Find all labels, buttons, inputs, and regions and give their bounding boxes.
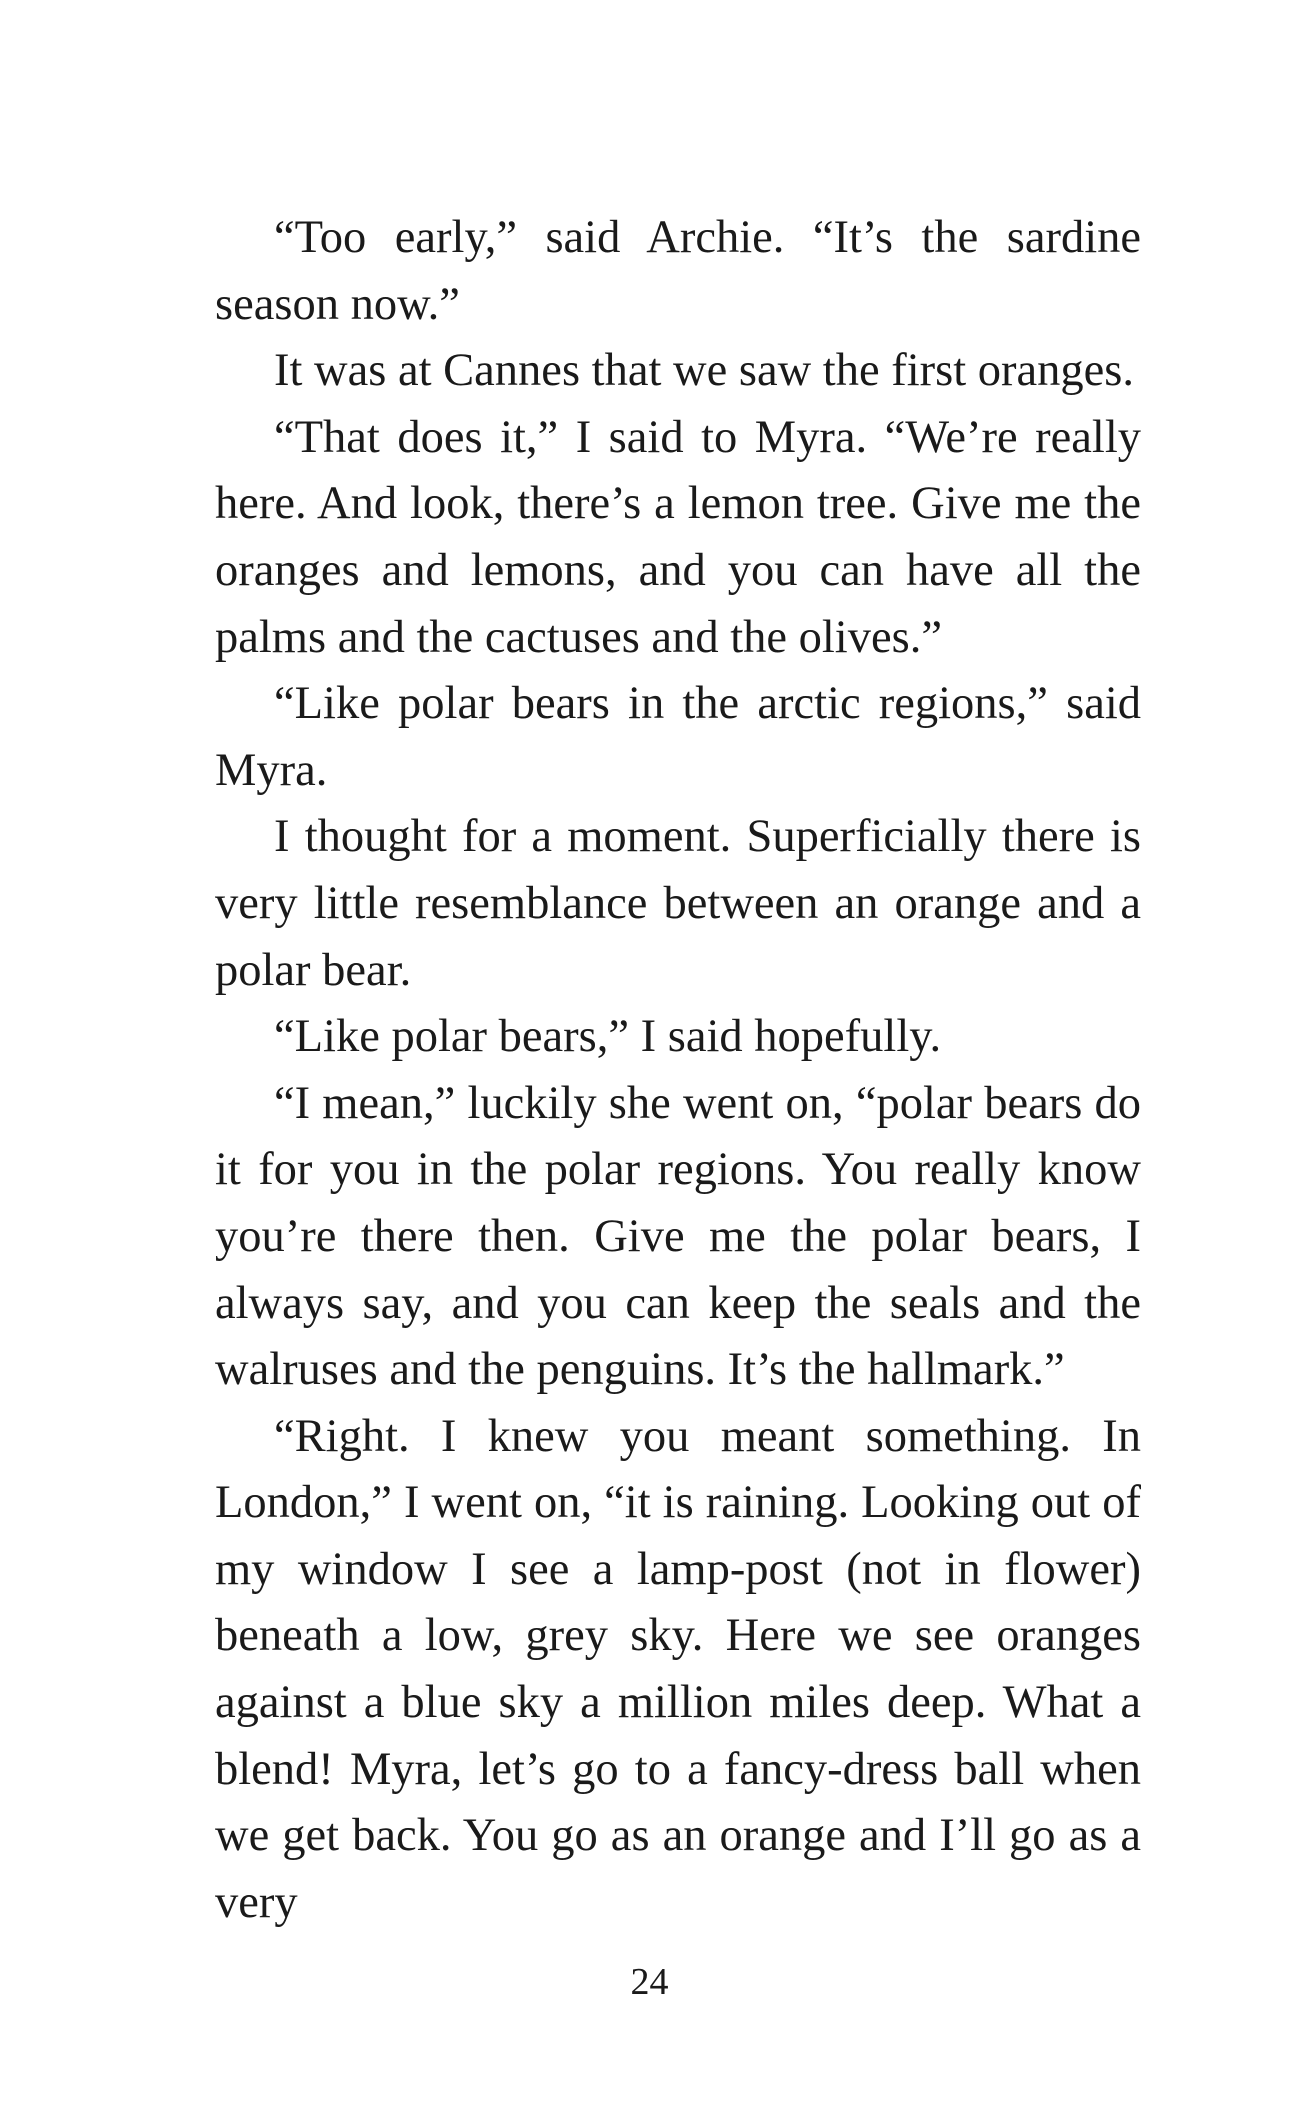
page-number: 24: [630, 1961, 669, 2003]
page-body: [215, 205, 1141, 1936]
paragraph: It was at Cannes that we saw the first oranges.: [274, 345, 1135, 397]
paragraph: “Too early,” said Archie. “It’s the sardine season now.”: [215, 212, 1141, 330]
paragraph: “Like polar bears in the arctic regions,” said Myra.: [215, 678, 1141, 796]
paragraph: “That does it,” I said to Myra. “We’re really here. And look, there’s a lemon tree. Give me the oranges and lemons, and you can have all the palms and the cactuses and the olives.”: [215, 411, 1141, 663]
paragraph: I thought for a moment. Superficially there is very little resemblance between an orange and a polar bear.: [215, 811, 1141, 996]
paragraph: “Right. I knew you meant something. In London,” I went on, “it is raining. Looking out of my window I see a lamp-post (not in flower) beneath a low, grey sky. Here we see oranges against a blue sky a million miles deep. What a blend! Myra, let’s go to a fancy-dress ball when we get back. You go as an orange and I’ll go as a very: [215, 1410, 1141, 1928]
paragraph: “Like polar bears,” I said hopefully.: [274, 1011, 942, 1063]
paragraph: “I mean,” luckily she went on, “polar bears do it for you in the polar regions. You really know you’re there then. Give me the polar bears, I always say, and you can keep the seals and the walruses and the penguins. It’s the hallmark.”: [215, 1077, 1141, 1396]
